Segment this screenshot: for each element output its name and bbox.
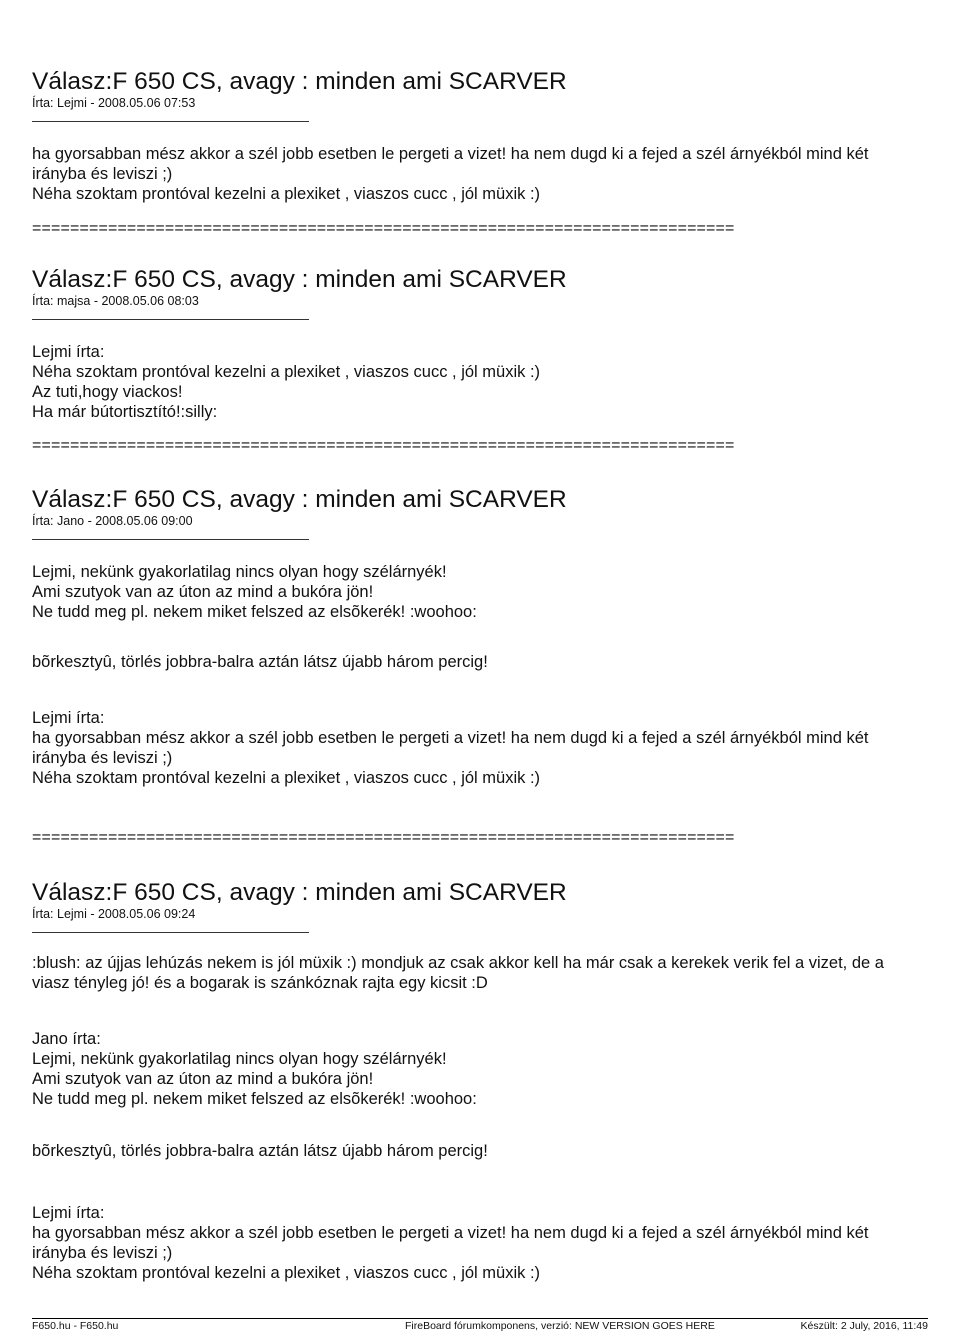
quote-header: Jano írta: xyxy=(32,1030,101,1048)
post-title: Válasz:F 650 CS, avagy : minden ami SCARVER xyxy=(32,486,567,513)
body-line: bõrkesztyû, törlés jobbra-balra aztán látsz újabb három percig! xyxy=(32,653,488,671)
post-divider xyxy=(32,932,309,933)
footer-generated: Készült: 2 July, 2016, 11:49 xyxy=(800,1320,928,1332)
body-line: Néha szoktam prontóval kezelni a plexiket , viaszos cucc , jól müxik :) xyxy=(32,185,541,203)
body-line: Ami szutyok van az úton az mind a bukóra jön! xyxy=(32,583,374,601)
post-byline: Írta: Lejmi - 2008.05.06 07:53 xyxy=(32,96,196,110)
post-2 xyxy=(32,266,932,422)
body-line: Néha szoktam prontóval kezelni a plexiket , viaszos cucc , jól müxik :) xyxy=(32,1264,541,1282)
page-footer xyxy=(32,1318,928,1331)
quote-header: Lejmi írta: xyxy=(32,709,105,727)
body-line: ha gyorsabban mész akkor a szél jobb esetben le pergeti a vizet! ha nem dugd ki a fejed a szél árnyékból mind két xyxy=(32,1224,869,1242)
body-paragraph: :blush: az újjas lehúzás nekem is jól müxik :) mondjuk az csak akkor kell ha már csak a kerekek verik fel a vizet, de a viasz tényleg jó! és a bogarak is szánkóznak rajta egy kicsit :D xyxy=(32,954,884,992)
post-divider xyxy=(32,121,309,122)
body-line: Ami szutyok van az úton az mind a bukóra jön! xyxy=(32,1070,374,1088)
body-line: Lejmi, nekünk gyakorlatilag nincs olyan hogy szélárnyék! xyxy=(32,1050,447,1068)
body-line: irányba és leviszi ;) xyxy=(32,165,173,183)
body-line: Ne tudd meg pl. nekem miket felszed az elsõkerék! :woohoo: xyxy=(32,603,477,621)
body-line: Ne tudd meg pl. nekem miket felszed az elsõkerék! :woohoo: xyxy=(32,1090,477,1108)
post-divider xyxy=(32,319,309,320)
post-1 xyxy=(32,68,932,204)
post-divider xyxy=(32,539,309,540)
post-body xyxy=(32,953,932,1283)
body-line: Néha szoktam prontóval kezelni a plexiket , viaszos cucc , jól müxik :) xyxy=(32,769,541,787)
footer-component: FireBoard fórumkomponens, verzió: NEW VERSION GOES HERE xyxy=(405,1320,715,1332)
post-separator: ========================================================================== xyxy=(32,829,735,846)
post-byline: Írta: Lejmi - 2008.05.06 09:24 xyxy=(32,907,196,921)
quote-header: Lejmi írta: xyxy=(32,1204,105,1222)
body-line: irányba és leviszi ;) xyxy=(32,749,173,767)
post-body xyxy=(32,144,932,204)
post-title: Válasz:F 650 CS, avagy : minden ami SCARVER xyxy=(32,266,567,293)
post-separator: ========================================================================== xyxy=(32,220,735,237)
body-line: Lejmi, nekünk gyakorlatilag nincs olyan hogy szélárnyék! xyxy=(32,563,447,581)
body-line: irányba és leviszi ;) xyxy=(32,1244,173,1262)
post-byline: Írta: majsa - 2008.05.06 08:03 xyxy=(32,294,199,308)
body-line: Ha már bútortisztító!:silly: xyxy=(32,403,218,421)
post-separator: ========================================================================== xyxy=(32,437,735,454)
body-line: Az tuti,hogy viackos! xyxy=(32,383,183,401)
post-title: Válasz:F 650 CS, avagy : minden ami SCARVER xyxy=(32,879,567,906)
post-3 xyxy=(32,486,932,788)
body-line: Néha szoktam prontóval kezelni a plexiket , viaszos cucc , jól müxik :) xyxy=(32,363,541,381)
body-line: bõrkesztyû, törlés jobbra-balra aztán látsz újabb három percig! xyxy=(32,1142,488,1160)
quote-header: Lejmi írta: xyxy=(32,343,105,361)
post-title: Válasz:F 650 CS, avagy : minden ami SCARVER xyxy=(32,68,567,95)
post-body xyxy=(32,562,932,788)
body-line: ha gyorsabban mész akkor a szél jobb esetben le pergeti a vizet! ha nem dugd ki a fejed a szél árnyékból mind két xyxy=(32,729,869,747)
body-line: ha gyorsabban mész akkor a szél jobb esetben le pergeti a vizet! ha nem dugd ki a fejed a szél árnyékból mind két xyxy=(32,145,869,163)
footer-site: F650.hu - F650.hu xyxy=(32,1320,119,1332)
post-body xyxy=(32,342,932,422)
post-4 xyxy=(32,879,932,1283)
post-byline: Írta: Jano - 2008.05.06 09:00 xyxy=(32,514,193,528)
